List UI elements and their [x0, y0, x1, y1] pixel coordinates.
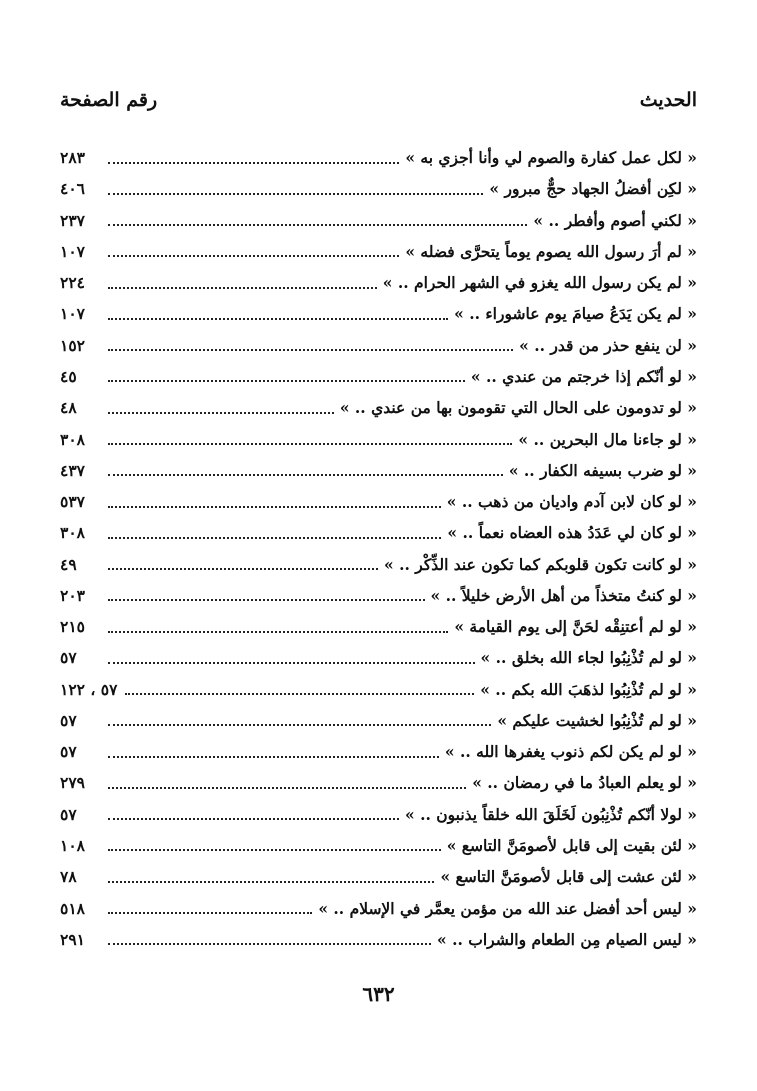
dot-leader	[108, 287, 377, 289]
hadith-text: « لو جاءنا مال البحرين .. »	[518, 429, 697, 449]
list-item	[60, 236, 697, 267]
hadith-text: « لو لم تُذْنِبُوا لذهَبَ الله بكم .. »	[480, 679, 697, 699]
dot-leader	[108, 380, 465, 382]
list-item	[60, 486, 697, 517]
list-item	[60, 423, 697, 454]
hadith-text: « لكل عمل كفارة والصوم لي وأنا أجزي به »	[405, 148, 697, 168]
list-item	[60, 642, 697, 673]
page-reference: ٥٧	[60, 710, 77, 730]
list-item	[60, 361, 697, 392]
dot-leader	[108, 756, 439, 758]
dot-leader	[108, 193, 483, 195]
hadith-text: « لو كانت تكون قلوبكم كما تكون عند الذِّكْر .. »	[384, 554, 697, 574]
list-item	[60, 580, 697, 611]
page-reference: ٢١٥	[60, 617, 85, 637]
dot-leader	[108, 506, 441, 508]
dot-leader	[108, 162, 399, 164]
dot-leader	[108, 849, 441, 851]
page-reference: ١٠٧	[60, 304, 85, 324]
page-reference: ٥٧	[60, 742, 77, 762]
list-item	[60, 861, 697, 892]
hadith-text: « لو تدومون على الحال التي تقومون بها من عندي .. »	[339, 398, 697, 418]
dot-leader	[108, 818, 399, 820]
dot-leader	[108, 224, 527, 226]
list-item	[60, 392, 697, 423]
hadith-text: « لو لم تُذْنِبُوا لجاء الله بخلق .. »	[480, 648, 697, 668]
list-item	[60, 455, 697, 486]
dot-leader	[108, 255, 399, 257]
dot-leader	[108, 474, 503, 476]
list-item	[60, 298, 697, 329]
page-reference: ٥٧	[60, 804, 77, 824]
hadith-text: « لو يعلم العبادُ ما في رمضان .. »	[472, 773, 697, 793]
dot-leader	[108, 943, 431, 945]
hadith-text: « لئن عشت إلى قابل لأصومَنَّ التاسع »	[440, 867, 697, 887]
hadith-text: « ليس الصيام مِن الطعام والشراب .. »	[436, 929, 697, 949]
list-item	[60, 267, 697, 298]
hadith-text: « لو ضرب بسيفه الكفار .. »	[508, 460, 697, 480]
list-item	[60, 705, 697, 736]
hadith-text: « لو كان لابن آدم واديان من ذهب .. »	[446, 492, 697, 512]
dot-leader	[108, 568, 378, 570]
page-reference: ١٠٧	[60, 241, 85, 261]
dot-leader	[108, 787, 466, 789]
dot-leader	[108, 349, 513, 351]
list-item	[60, 736, 697, 767]
dot-leader	[108, 412, 334, 414]
list-item	[60, 830, 697, 861]
page-reference: ٥٧ ، ١٢٢	[60, 679, 118, 699]
list-item	[60, 205, 697, 236]
page-reference: ٢٣٧	[60, 210, 85, 230]
dot-leader	[108, 443, 512, 445]
list-item	[60, 142, 697, 173]
page-reference: ٥٣٧	[60, 492, 85, 512]
hadith-text: « لن ينفع حذر من قدر .. »	[519, 335, 697, 355]
dot-leader	[108, 599, 425, 601]
page-reference: ٢٧٩	[60, 773, 85, 793]
page-reference: ٢٢٤	[60, 273, 85, 293]
page-reference: ٧٨	[60, 867, 77, 887]
list-item	[60, 767, 697, 798]
page-reference: ٢٩١	[60, 929, 85, 949]
list-item	[60, 674, 697, 705]
hadith-text: « ليس أحد أفضل عند الله من مؤمن يعمَّر في الإسلام .. »	[318, 898, 697, 918]
dot-leader	[108, 912, 312, 914]
page-reference: ٥٧	[60, 648, 77, 668]
dot-leader	[108, 662, 475, 664]
page-reference: ٣٠٨	[60, 523, 85, 543]
list-item	[60, 173, 697, 204]
page-reference: ١٥٢	[60, 335, 85, 355]
page-reference: ٤٣٧	[60, 460, 85, 480]
dot-leader	[108, 881, 434, 883]
page-reference: ٥١٨	[60, 898, 85, 918]
hadith-text: « لئن بقيت إلى قابل لأصومَنَّ التاسع »	[446, 835, 697, 855]
hadith-text: « لو كان لي عَدَدُ هذه العضاه نعماً .. »	[447, 523, 697, 543]
hadith-text: « لولا أنّكم تُذْنِبُون لَخَلَقَ الله خلقاً يذنبون .. »	[405, 804, 697, 824]
dot-leader	[108, 537, 441, 539]
hadith-text: « لم يكن رسول الله يغزو في الشهر الحرام .. »	[382, 273, 697, 293]
hadith-text: « لو كنتُ متخذاً من أهل الأرض خليلاً .. »	[430, 585, 697, 605]
page-reference: ٤٥	[60, 366, 77, 386]
page-reference: ٤٠٦	[60, 179, 85, 199]
hadith-text: « لم أرَ رسول الله يصوم يوماً يتحرَّى فضله »	[405, 241, 697, 261]
hadith-text: « لو لم تُذْنِبُوا لخشيت عليكم »	[497, 710, 697, 730]
hadith-index-list	[60, 142, 697, 955]
hadith-text: « لكني أصوم وأفطر .. »	[533, 210, 697, 230]
dot-leader	[125, 693, 474, 695]
hadith-text: « لكِن أفضلُ الجهاد حجٌّ مبرور »	[489, 179, 697, 199]
dot-leader	[108, 631, 448, 633]
hadith-text: « لو أنّكم إذا خرجتم من عندي .. »	[470, 366, 697, 386]
column-header	[60, 84, 697, 116]
page-reference: ٢٨٣	[60, 148, 85, 168]
hadith-column-label: الحديث	[639, 89, 697, 111]
page-reference: ٢٠٣	[60, 585, 85, 605]
list-item	[60, 924, 697, 955]
dot-leader	[108, 724, 491, 726]
page-reference: ٤٨	[60, 398, 77, 418]
hadith-text: « لو لم يكن لكم ذنوب يغفرها الله .. »	[444, 742, 697, 762]
page-reference: ٤٩	[60, 554, 77, 574]
dot-leader	[108, 318, 448, 320]
hadith-text: « لم يكن يَدَعُ صيامَ يوم عاشوراء .. »	[454, 304, 697, 324]
list-item	[60, 799, 697, 830]
list-item	[60, 330, 697, 361]
page-reference: ٣٠٨	[60, 429, 85, 449]
page-reference: ١٠٨	[60, 835, 85, 855]
page-number: ٦٣٢	[362, 982, 395, 1006]
list-item	[60, 892, 697, 923]
list-item	[60, 611, 697, 642]
page-number-column-label: رقم الصفحة	[60, 89, 158, 111]
list-item	[60, 517, 697, 548]
hadith-text: « لو لم أعتنِقْه لحَنَّ إلى يوم القيامة »	[454, 617, 697, 637]
list-item	[60, 548, 697, 579]
